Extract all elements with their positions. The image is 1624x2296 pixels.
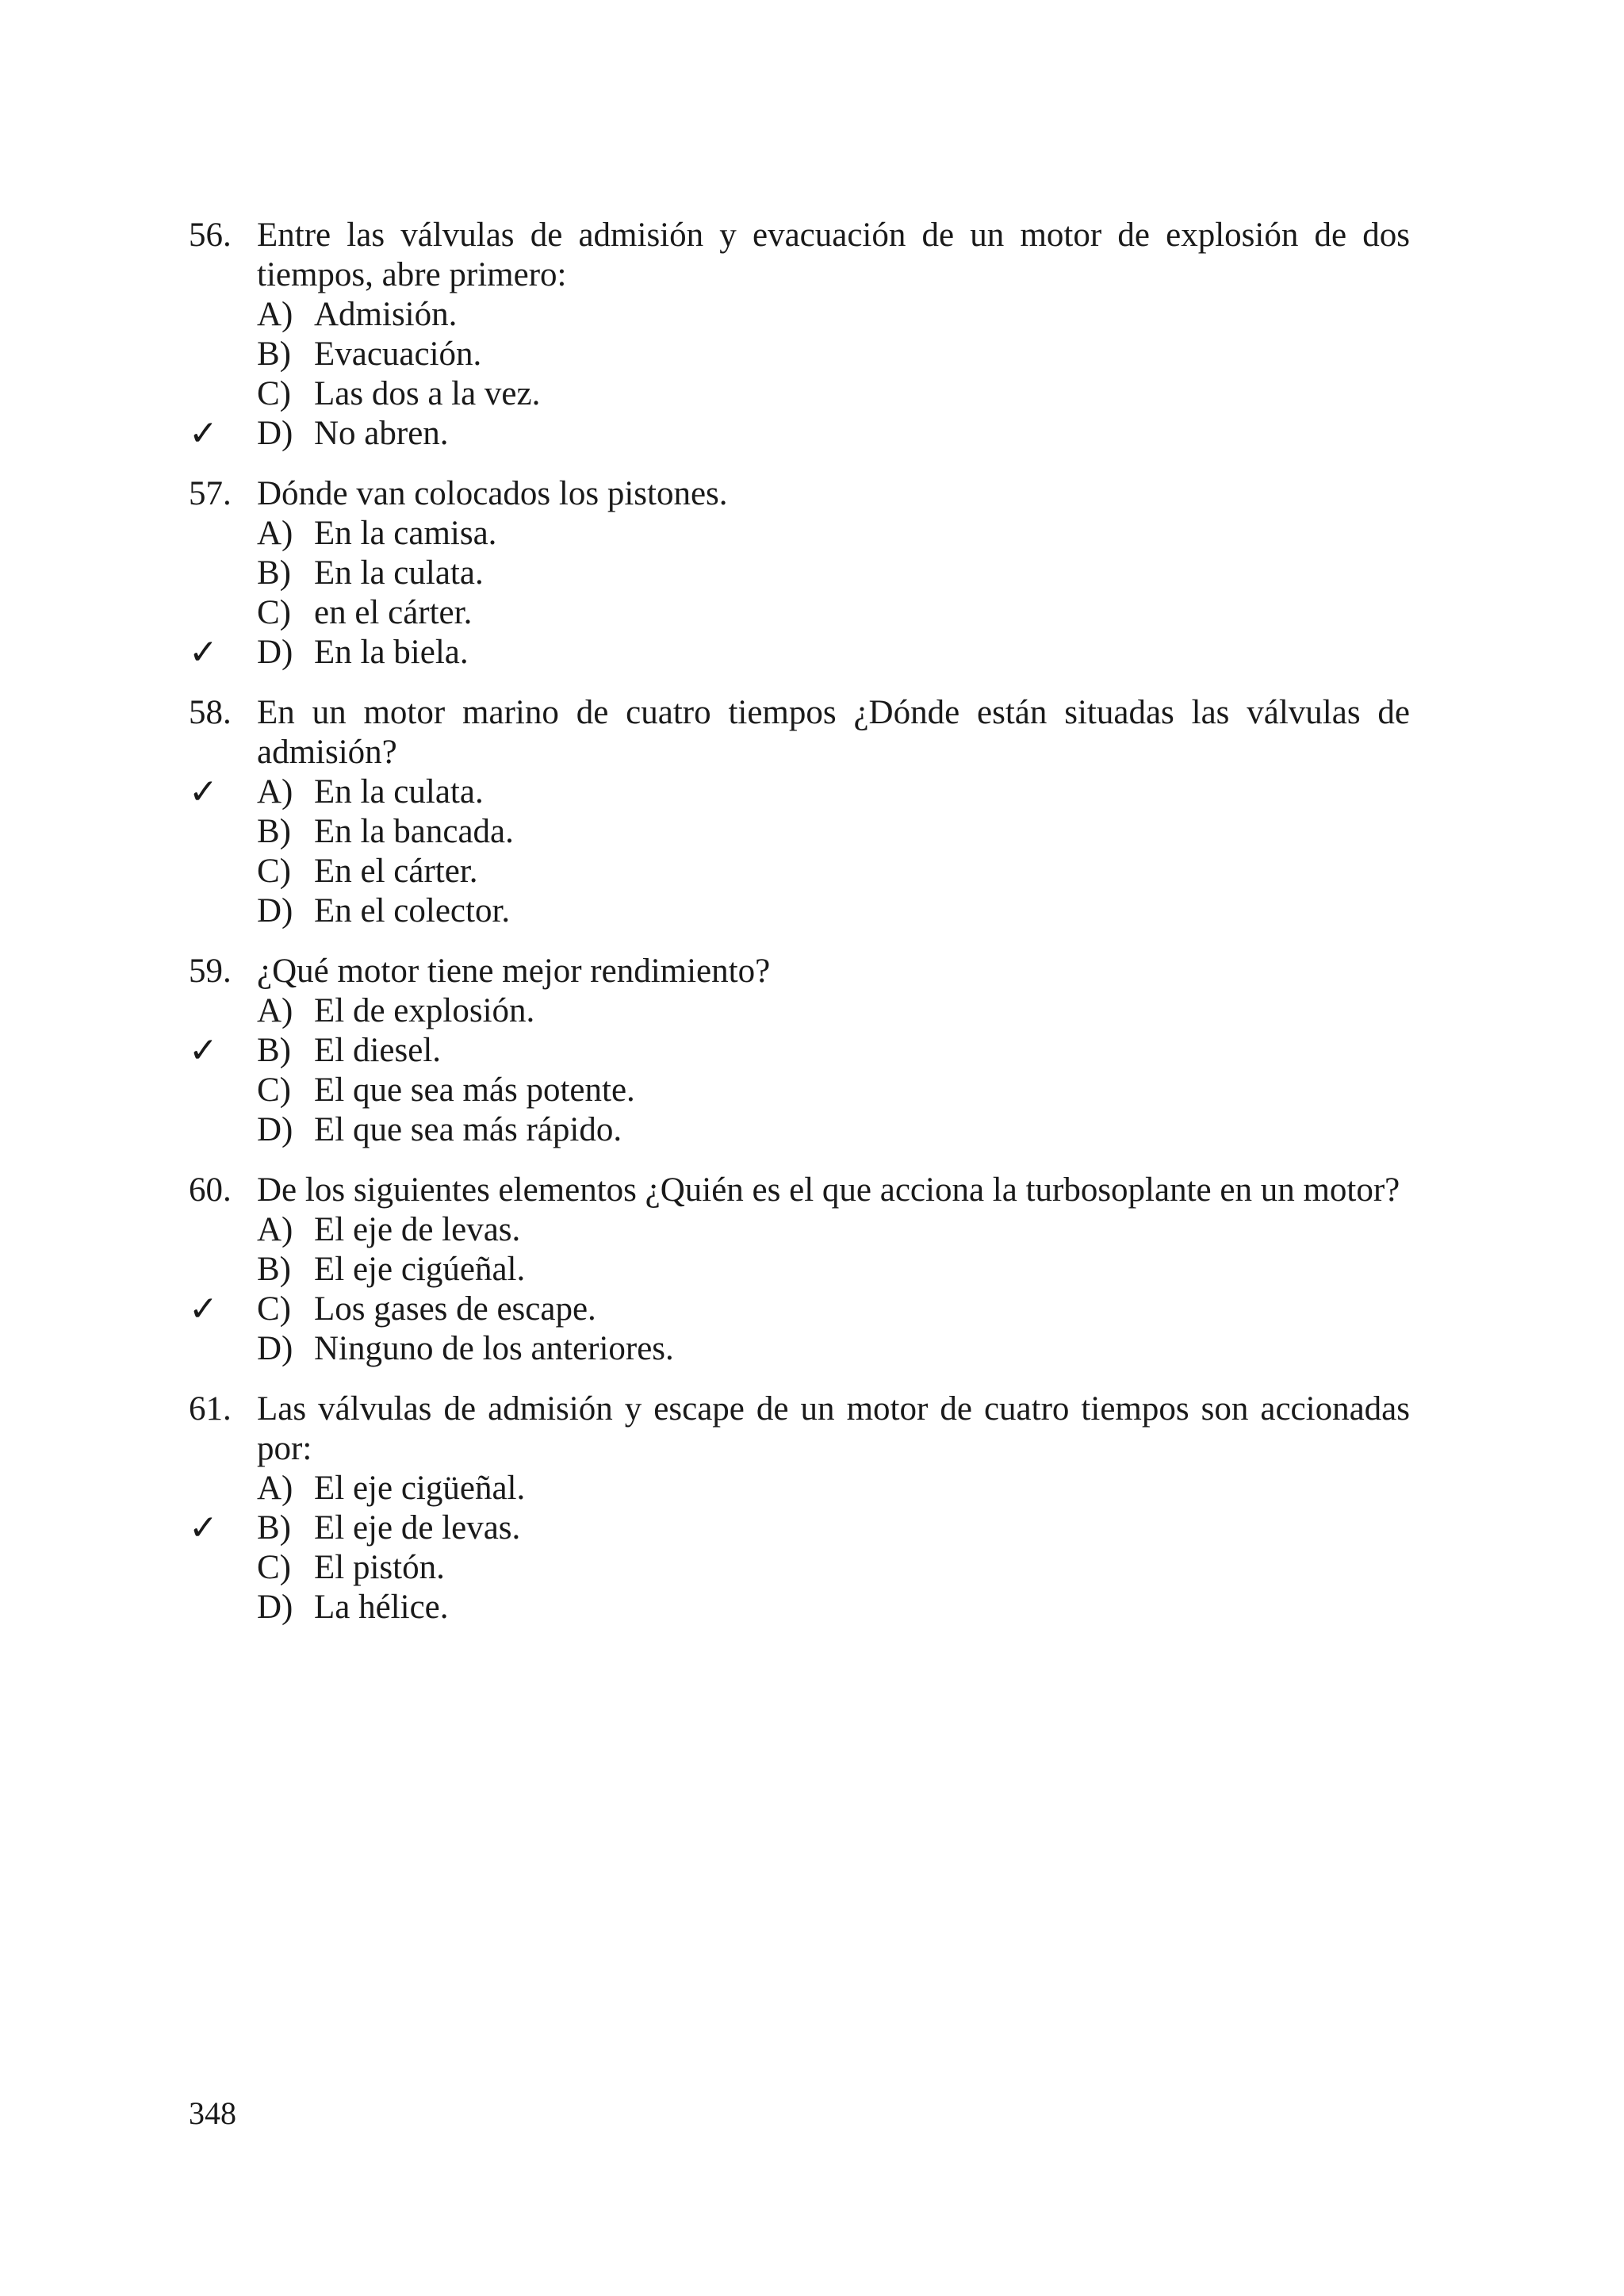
- option-text: En la biela.: [314, 634, 469, 671]
- answer-option: [189, 1031, 1410, 1071]
- question-number: 60.: [189, 1171, 232, 1209]
- option-text: Ninguno de los anteriores.: [314, 1330, 674, 1367]
- option-text: El pistón.: [314, 1549, 445, 1586]
- question-head: [189, 1389, 1410, 1469]
- option-text: En el colector.: [314, 892, 511, 930]
- check-mark-icon: ✓: [189, 413, 218, 454]
- option-text: En el cárter.: [314, 853, 478, 890]
- question-item: [189, 216, 1410, 454]
- check-mark-icon: ✓: [189, 1030, 218, 1071]
- check-mark-icon: ✓: [189, 772, 218, 812]
- option-letter: C): [257, 375, 291, 412]
- answer-option: [189, 554, 1410, 593]
- option-letter: B): [257, 1509, 291, 1547]
- check-mark-icon: ✓: [189, 1289, 218, 1329]
- option-text: En la culata.: [314, 773, 484, 811]
- answer-option: [189, 1210, 1410, 1250]
- question-text: Dónde van colocados los pistones.: [257, 475, 728, 512]
- option-letter: D): [257, 415, 293, 452]
- answer-options: [189, 514, 1410, 673]
- option-letter: B): [257, 335, 291, 373]
- question-text: De los siguientes elementos ¿Quién es el que acciona la turbosoplante en un motor?: [257, 1171, 1400, 1209]
- option-text: El eje de levas.: [314, 1509, 521, 1547]
- question-head: [189, 216, 1410, 295]
- question-head: [189, 474, 1410, 514]
- option-letter: B): [257, 554, 291, 592]
- option-text: Los gases de escape.: [314, 1290, 596, 1328]
- answer-option: [189, 593, 1410, 633]
- option-text: En la bancada.: [314, 813, 514, 850]
- question-head: [189, 1171, 1410, 1210]
- question-number: 61.: [189, 1390, 232, 1428]
- answer-option: [189, 633, 1410, 673]
- answer-option: [189, 1071, 1410, 1110]
- option-letter: D): [257, 634, 293, 671]
- question-item: [189, 693, 1410, 931]
- check-mark-icon: ✓: [189, 1508, 218, 1548]
- option-letter: A): [257, 773, 293, 811]
- answer-options: [189, 772, 1410, 931]
- answer-option: [189, 1508, 1410, 1548]
- option-text: El que sea más rápido.: [314, 1111, 622, 1148]
- option-letter: A): [257, 296, 293, 333]
- answer-option: [189, 1588, 1410, 1627]
- question-item: [189, 474, 1410, 673]
- answer-option: [189, 891, 1410, 931]
- question-item: [189, 952, 1410, 1150]
- answer-options: [189, 1210, 1410, 1369]
- option-letter: A): [257, 515, 293, 552]
- option-letter: D): [257, 1589, 293, 1626]
- option-text: El eje cigüeñal.: [314, 1470, 526, 1507]
- answer-option: [189, 414, 1410, 454]
- answer-options: [189, 295, 1410, 454]
- option-letter: A): [257, 1470, 293, 1507]
- answer-option: [189, 374, 1410, 414]
- option-letter: A): [257, 1211, 293, 1248]
- option-text: No abren.: [314, 415, 449, 452]
- question-text: Las válvulas de admisión y escape de un motor de cuatro tiempos son accionadas por:: [257, 1390, 1410, 1467]
- question-number: 57.: [189, 475, 232, 512]
- answer-option: [189, 1329, 1410, 1369]
- answer-option: [189, 772, 1410, 812]
- question-item: [189, 1171, 1410, 1369]
- option-text: El de explosión.: [314, 992, 535, 1029]
- answer-option: [189, 991, 1410, 1031]
- question-item: [189, 1389, 1410, 1627]
- option-letter: D): [257, 1330, 293, 1367]
- answer-option: [189, 1548, 1410, 1588]
- answer-option: [189, 1110, 1410, 1150]
- option-text: En la culata.: [314, 554, 484, 592]
- option-letter: B): [257, 1251, 291, 1288]
- option-text: Evacuación.: [314, 335, 482, 373]
- question-number: 56.: [189, 217, 232, 254]
- answer-options: [189, 1469, 1410, 1627]
- option-text: El eje de levas.: [314, 1211, 521, 1248]
- option-text: El eje cigúeñal.: [314, 1251, 526, 1288]
- answer-option: [189, 852, 1410, 891]
- answer-option: [189, 1250, 1410, 1290]
- check-mark-icon: ✓: [189, 632, 218, 673]
- option-text: Las dos a la vez.: [314, 375, 541, 412]
- option-letter: C): [257, 1549, 291, 1586]
- option-text: En la camisa.: [314, 515, 497, 552]
- option-letter: C): [257, 594, 291, 631]
- answer-option: [189, 1469, 1410, 1508]
- question-number: 59.: [189, 953, 232, 990]
- question-number: 58.: [189, 694, 232, 731]
- question-head: [189, 693, 1410, 772]
- option-text: El diesel.: [314, 1032, 442, 1069]
- option-letter: B): [257, 1032, 291, 1069]
- question-text: ¿Qué motor tiene mejor rendimiento?: [257, 953, 771, 990]
- option-letter: D): [257, 892, 293, 930]
- option-letter: D): [257, 1111, 293, 1148]
- answer-options: [189, 991, 1410, 1150]
- option-text: La hélice.: [314, 1589, 449, 1626]
- option-letter: B): [257, 813, 291, 850]
- question-list: [189, 216, 1410, 1648]
- answer-option: [189, 514, 1410, 554]
- answer-option: [189, 335, 1410, 374]
- option-text: Admisión.: [314, 296, 458, 333]
- answer-option: [189, 295, 1410, 335]
- question-text: En un motor marino de cuatro tiempos ¿Dónde están situadas las válvulas de admisión?: [257, 694, 1410, 771]
- answer-option: [189, 812, 1410, 852]
- question-text: Entre las válvulas de admisión y evacuación de un motor de explosión de dos tiempos, abre primero:: [257, 217, 1410, 293]
- option-letter: A): [257, 992, 293, 1029]
- option-text: El que sea más potente.: [314, 1071, 635, 1109]
- question-head: [189, 952, 1410, 991]
- option-letter: C): [257, 853, 291, 890]
- answer-option: [189, 1290, 1410, 1329]
- option-letter: C): [257, 1071, 291, 1109]
- option-text: en el cárter.: [314, 594, 473, 631]
- page-number: 348: [189, 2095, 236, 2131]
- option-letter: C): [257, 1290, 291, 1328]
